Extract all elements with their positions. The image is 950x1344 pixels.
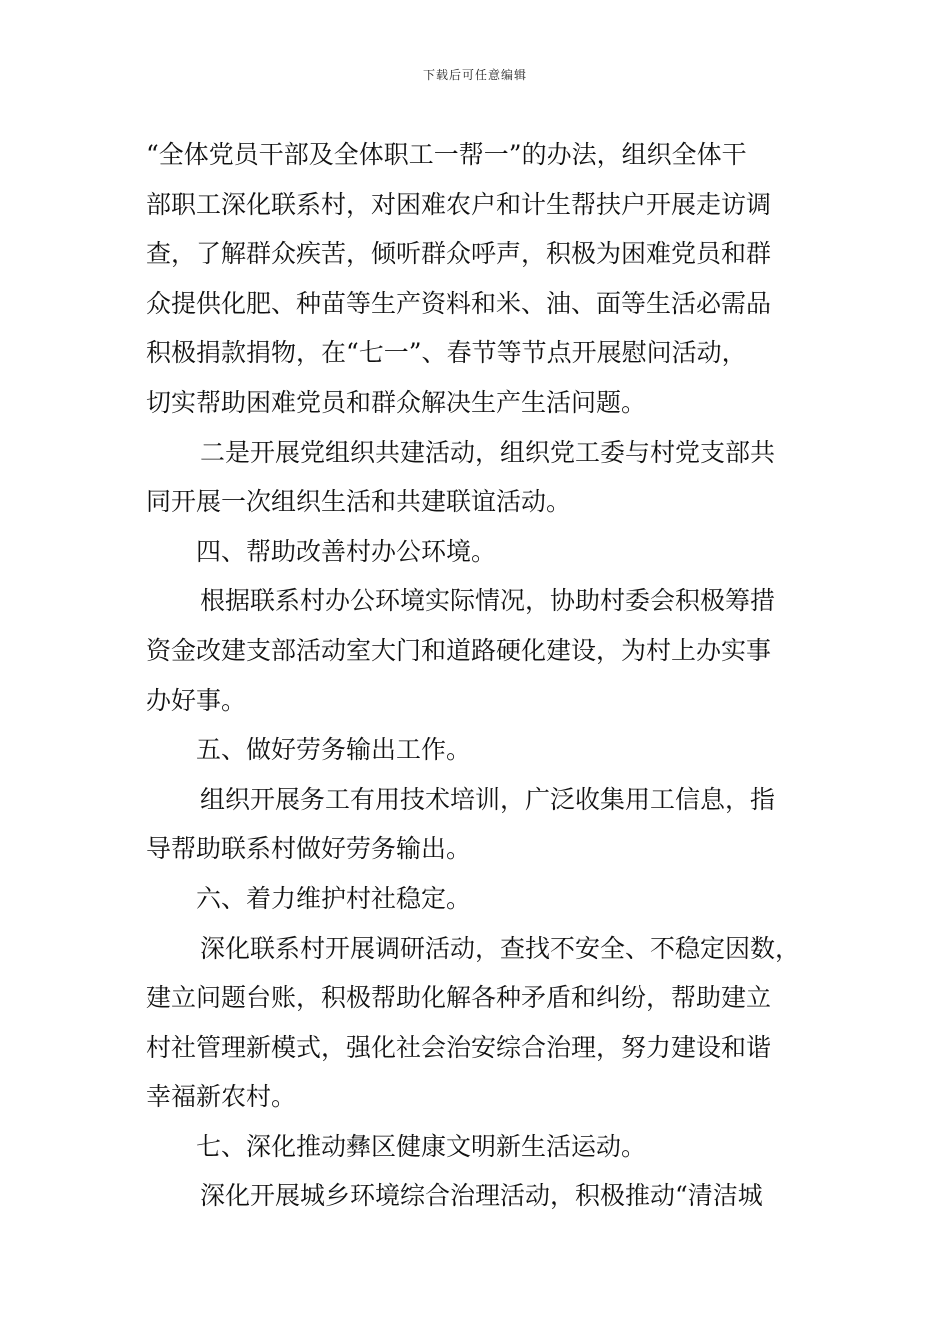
section-heading: 四、帮助改善村办公环境。 (196, 536, 497, 566)
section-heading: 七、深化推动彝区健康文明新生活运动。 (196, 1131, 647, 1161)
text-line: 村社管理新模式，强化社会治安综合治理，努力建设和谐 (146, 1032, 772, 1062)
section-heading: 六、着力维护村社稳定。 (196, 883, 472, 913)
text-line: 切实帮助困难党员和群众解决生产生活问题。 (146, 387, 647, 417)
text-line: 幸福新农村。 (146, 1082, 297, 1112)
section-heading: 五、做好劳务输出工作。 (196, 735, 472, 765)
paragraph-first-line: 深化联系村开展调研活动，查找不安全、不稳定因数， (200, 933, 801, 963)
text-line: “全体党员干部及全体职工一帮一”的办法，组织全体干 (146, 140, 747, 169)
text-line: 积极捐款捐物，在“七一”、春节等节点开展慰问活动， (146, 338, 747, 368)
document-body (146, 130, 810, 1221)
text-line: 部职工深化联系村，对困难农户和计生帮扶户开展走访调 (146, 189, 772, 219)
text-line: 资金改建支部活动室大门和道路硬化建设，为村上办实事 (146, 635, 772, 665)
text-line: 同开展一次组织生活和共建联谊活动。 (146, 487, 572, 517)
paragraph-first-line: 组织开展务工有用技术培训，广泛收集用工信息，指 (200, 784, 776, 814)
text-line: 查，了解群众疾苦，倾听群众呼声，积极为困难党员和群 (146, 239, 772, 269)
paragraph-first-line: 二是开展党组织共建活动，组织党工委与村党支部共 (200, 437, 776, 467)
text-line: 建立问题台账，积极帮助化解各种矛盾和纠纷，帮助建立 (146, 983, 772, 1013)
text-line: 导帮助联系村做好劳务输出。 (146, 834, 472, 864)
paragraph-first-line: 根据联系村办公环境实际情况，协助村委会积极筹措 (200, 586, 776, 616)
page-header: 下载后可任意编辑 (422, 68, 527, 82)
paragraph-first-line: 深化开展城乡环境综合治理活动，积极推动“清洁城 (200, 1181, 763, 1211)
text-line: 办好事。 (146, 685, 247, 715)
text-line: 众提供化肥、种苗等生产资料和米、油、面等生活必需品 (146, 288, 772, 318)
